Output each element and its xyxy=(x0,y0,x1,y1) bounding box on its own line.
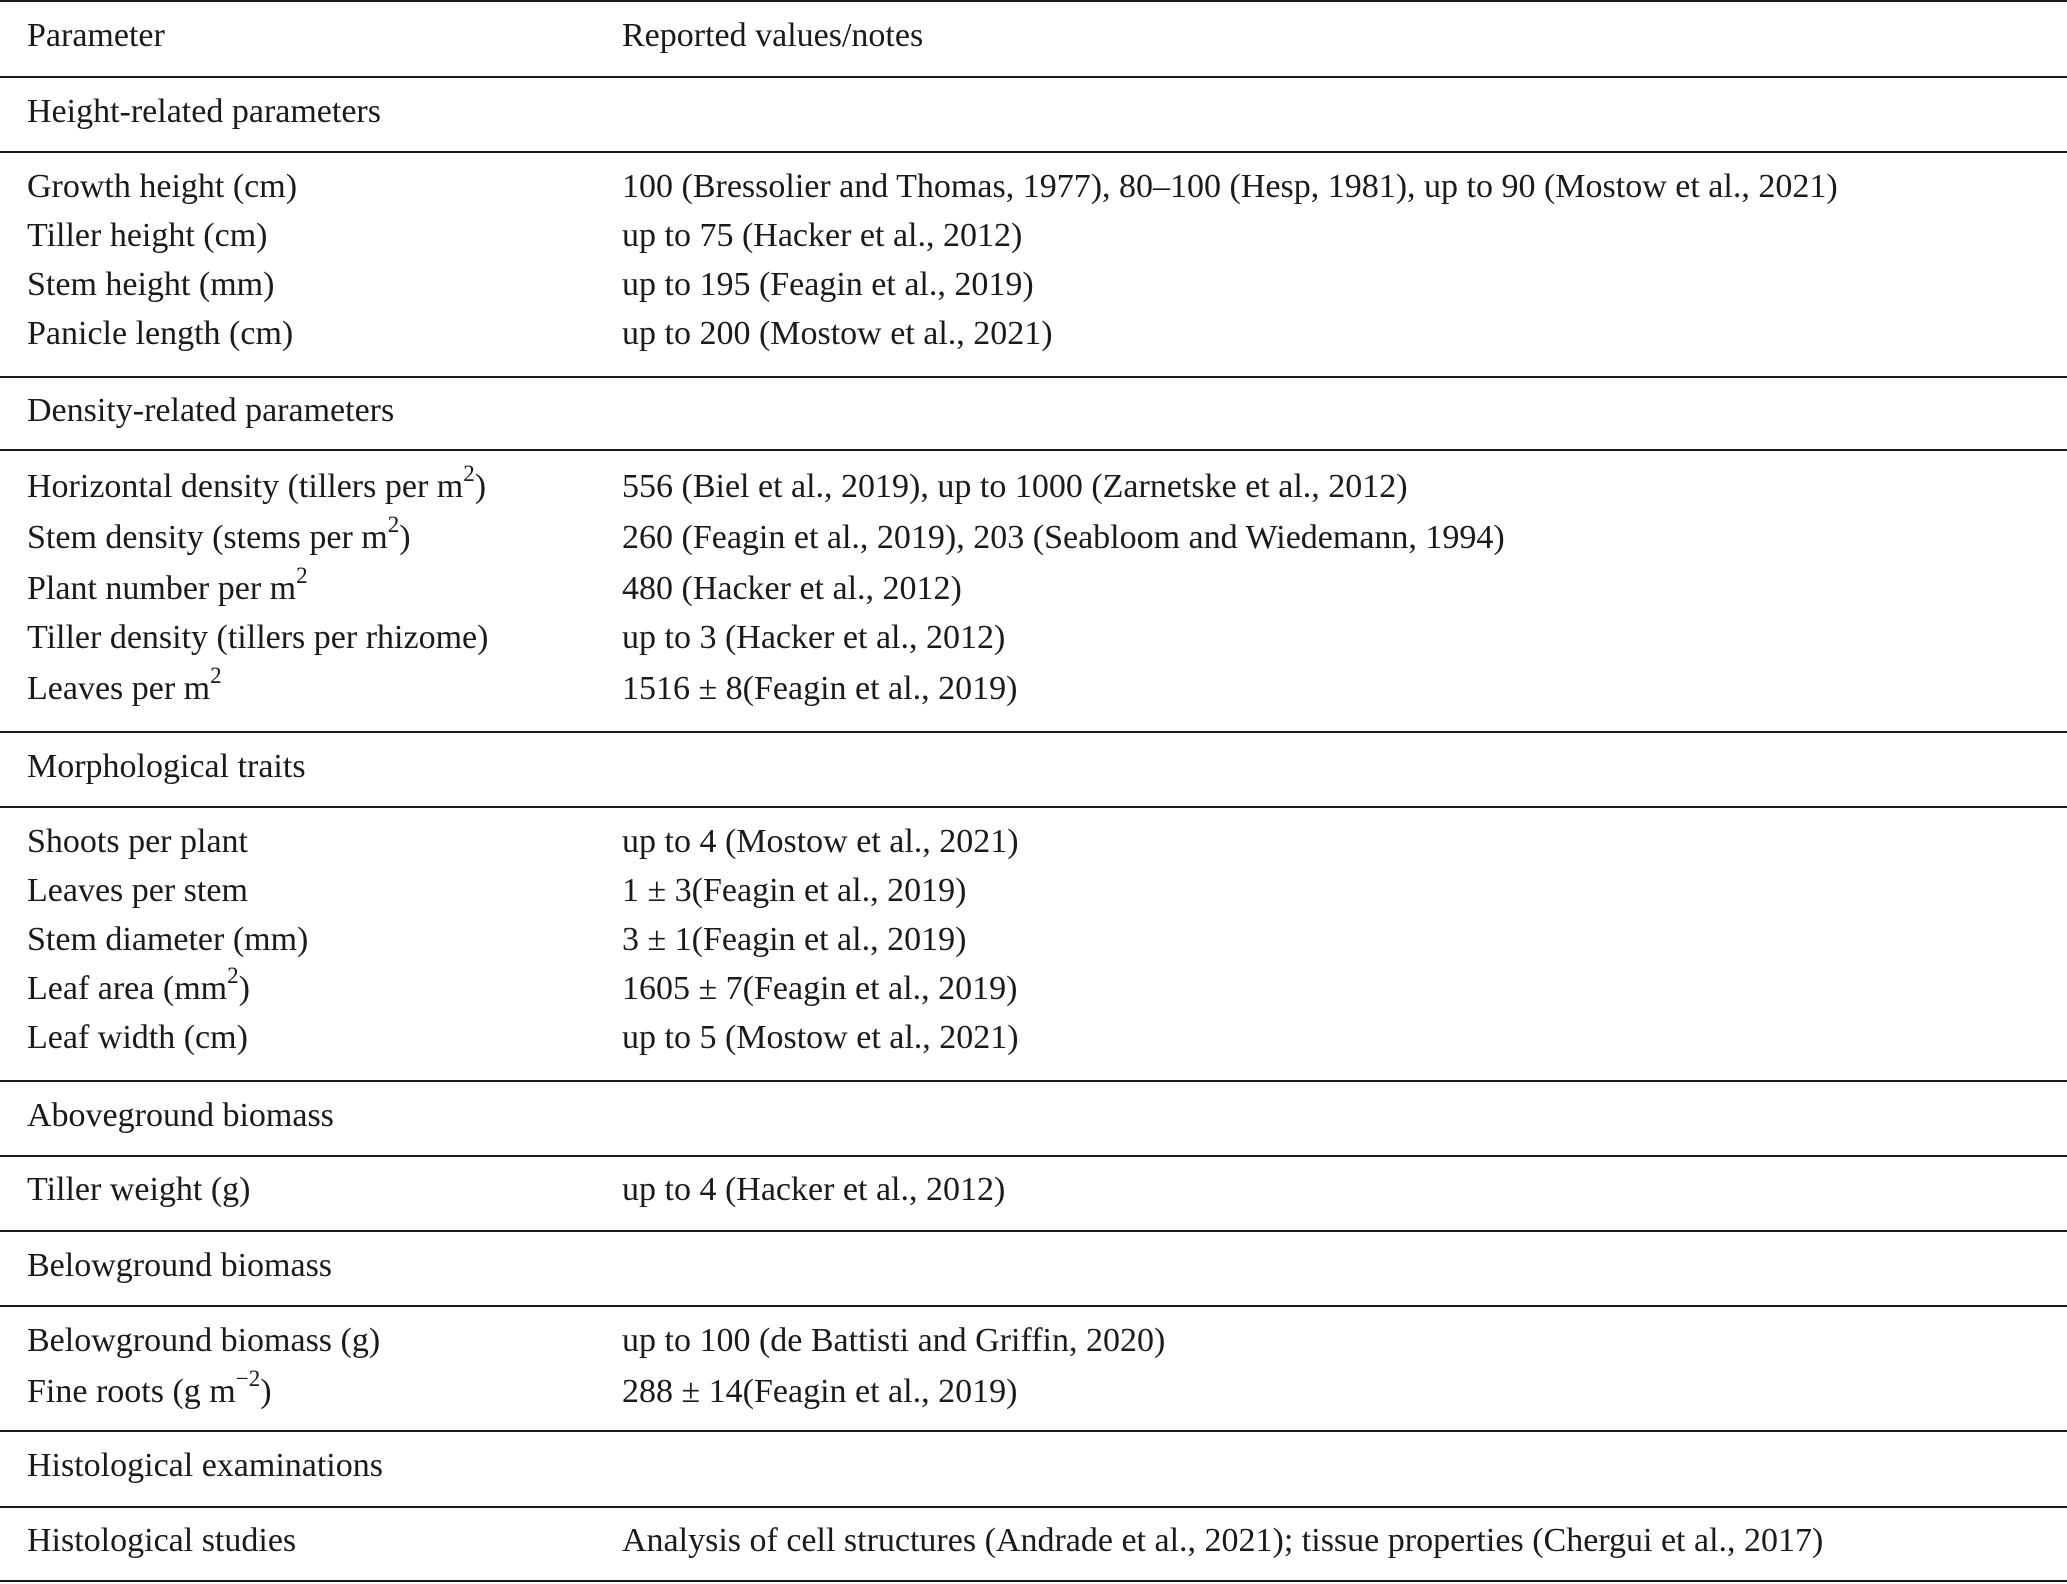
table-top-rule xyxy=(0,0,2067,2)
section-rule xyxy=(0,376,2067,378)
table-row-parameter: Leaf area $(mm^2)$ xyxy=(27,962,250,1007)
table-bottom-rule xyxy=(0,1580,2067,1582)
section-title-density: Density-related parameters xyxy=(27,392,395,429)
table-row-parameter: Horizontal density (tillers per $m^2$) xyxy=(27,460,487,505)
header-rule xyxy=(0,76,2067,78)
table-row-value: 1 ± 3(Feagin et al., 2019) xyxy=(622,872,967,909)
table-row-value: 260 (Feagin et al., 2019), 203 (Seabloom and Wiedemann, 1994) xyxy=(622,519,1505,556)
column-header-values: Reported values/notes xyxy=(622,17,924,54)
table-row-value: 1605 ± 7(Feagin et al., 2019) xyxy=(622,970,1018,1007)
table-row-parameter: Leaf width (cm) xyxy=(27,1019,248,1056)
table-row-parameter: Leaves per stem xyxy=(27,872,248,909)
section-rule xyxy=(0,449,2067,451)
table-row-value: up to 4 (Hacker et al., 2012) xyxy=(622,1171,1006,1208)
section-rule xyxy=(0,1080,2067,1082)
section-rule xyxy=(0,1155,2067,1157)
section-title-morphology: Morphological traits xyxy=(27,748,306,785)
section-rule xyxy=(0,1305,2067,1307)
table-row-parameter: Leaves per $m^2$ xyxy=(27,662,222,707)
table-row-value: 480 (Hacker et al., 2012) xyxy=(622,570,962,607)
table-row-value: up to 4 (Mostow et al., 2021) xyxy=(622,823,1019,860)
table-row-parameter: Fine roots (g $m^{-2}$) xyxy=(27,1365,272,1410)
section-rule xyxy=(0,1506,2067,1508)
table-row-parameter: Tiller height (cm) xyxy=(27,217,268,254)
section-rule xyxy=(0,731,2067,733)
section-rule xyxy=(0,806,2067,808)
table-row-parameter: Belowground biomass (g) xyxy=(27,1322,381,1359)
table-row-value: Analysis of cell structures (Andrade et al., 2021); tissue properties (Chergui et al., 2017) xyxy=(622,1522,1824,1559)
section-title-height: Height-related parameters xyxy=(27,93,381,130)
table-row-value: 556 (Biel et al., 2019), up to 1000 (Zarnetske et al., 2012) xyxy=(622,468,1408,505)
table-row-value: 1516 ± 8(Feagin et al., 2019) xyxy=(622,670,1018,707)
section-title-histology: Histological examinations xyxy=(27,1447,383,1484)
table-row-value: up to 200 (Mostow et al., 2021) xyxy=(622,315,1053,352)
table-row-value: 288 ± 14(Feagin et al., 2019) xyxy=(622,1373,1018,1410)
section-title-belowground: Belowground biomass xyxy=(27,1247,333,1284)
section-rule xyxy=(0,151,2067,153)
table-row-value: up to 195 (Feagin et al., 2019) xyxy=(622,266,1034,303)
section-title-aboveground: Aboveground biomass xyxy=(27,1097,334,1134)
table-row-parameter: Stem density (stems per $m^2$) xyxy=(27,511,411,556)
table-row-parameter: Tiller weight (g) xyxy=(27,1171,251,1208)
table-row-value: 100 (Bressolier and Thomas, 1977), 80–100 (Hesp, 1981), up to 90 (Mostow et al., 2021) xyxy=(622,168,1838,205)
table-row-parameter: Stem height (mm) xyxy=(27,266,275,303)
column-header-parameter: Parameter xyxy=(27,17,165,54)
table-row-value: up to 5 (Mostow et al., 2021) xyxy=(622,1019,1019,1056)
table-row-parameter: Growth height (cm) xyxy=(27,168,298,205)
table-row-value: 3 ± 1(Feagin et al., 2019) xyxy=(622,921,967,958)
table-row-value: up to 100 (de Battisti and Griffin, 2020) xyxy=(622,1322,1166,1359)
table-row-value: up to 75 (Hacker et al., 2012) xyxy=(622,217,1023,254)
table-row-parameter: Stem diameter (mm) xyxy=(27,921,309,958)
table-row-parameter: Shoots per plant xyxy=(27,823,248,860)
table-row-parameter: Histological studies xyxy=(27,1522,297,1559)
table-row-value: up to 3 (Hacker et al., 2012) xyxy=(622,619,1006,656)
section-rule xyxy=(0,1230,2067,1232)
table-row-parameter: Panicle length (cm) xyxy=(27,315,294,352)
section-rule xyxy=(0,1430,2067,1432)
table-row-parameter: Tiller density (tillers per rhizome) xyxy=(27,619,489,656)
table-row-parameter: Plant number per $m^2$ xyxy=(27,562,308,607)
